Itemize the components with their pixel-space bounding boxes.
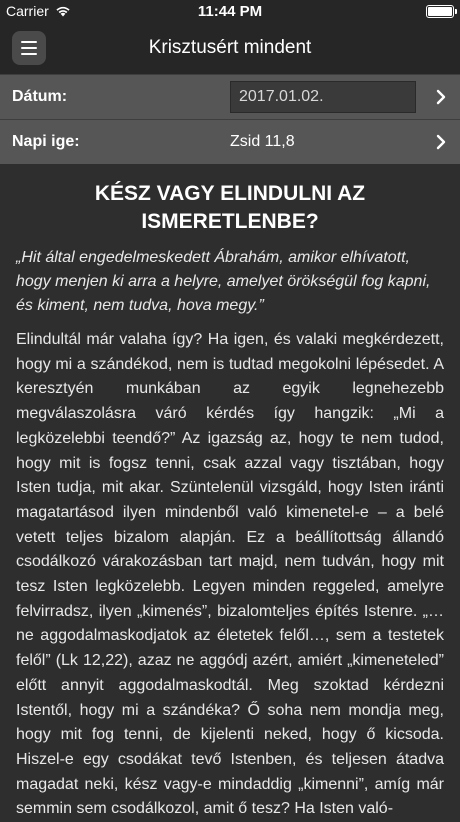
menu-button[interactable] xyxy=(12,31,46,65)
date-label: Dátum: xyxy=(12,88,68,105)
chevron-right-icon[interactable] xyxy=(436,134,446,150)
chevron-right-icon[interactable] xyxy=(436,89,446,105)
verse-row[interactable] xyxy=(0,119,460,164)
bible-quote: „Hit által engedelmeskedett Ábrahám, amikor elhívatott, hogy menjen ki arra a helyre, amelyet örökségül fog kapni, és kiment, nem tudva, hova megy.” xyxy=(16,249,431,314)
verse-reference: Zsid 11,8 xyxy=(230,133,295,150)
hamburger-line xyxy=(21,41,37,43)
carrier-label: Carrier xyxy=(6,3,49,19)
article-body: Elindultál már valaha így? Ha igen, és valaki megkérdezett, hogy mi a szándékod, nem is tudtad megokolni lépésedet. A keresztyén munkában az egyik legnehezebb megválaszolásra váró kérdés így hangzik: „Mi a legközelebbi teendő?” Az igazság az, hogy te nem tudod, hogy mit is fogsz tenni, csak azzal vagy tisztában, hogy Isten tudja, mit akar. Szüntelenül vizsgáld, hogy Isten iránti magatartásod ilyen mindenből való kimenetel-e – a belé vetett teljes bizalom alapján. Ez a beállítottság állandó csodálkozó várakozásban tart majd, nem tudván, hogy mit tesz Isten legközelebb. Legyen minden reggeled, amelyre felvirradsz, ilyen „kimenés”, bizalomteljes építés Istenre. „…ne aggodalmaskodjatok az életetek felől…, sem a testetek felől” (Lk 12,22), azaz ne aggódj azért, amiért „kimeneteled” előtt annyit aggodalmaskodtál. Meg szoktad kérdezni Istentől, hogy mi a szándéka? Ő soha nem mondja meg, hogy mit fog tenni, de kijelenti neked, hogy ő kicsoda. Hiszel-e egy csodákat tevő Istenben, és teljesen átadva magadat neki, kész vagy-e mindaddig „kimenni”, amíg már semmin sem csodálkozol, amit ő tesz? Ha Isten való- xyxy=(16,331,444,818)
battery-icon xyxy=(426,5,454,18)
date-field[interactable]: 2017.01.02. xyxy=(230,81,416,113)
navigation-bar xyxy=(0,22,460,74)
verse-label: Napi ige: xyxy=(12,133,80,150)
date-row[interactable] xyxy=(0,74,460,119)
page-title: Krisztusért mindent xyxy=(148,37,312,58)
article-content xyxy=(0,164,460,822)
status-time: 11:44 PM xyxy=(197,2,263,20)
article-title: KÉSZ VAGY ELINDULNI AZ ISMERETLENBE? xyxy=(94,182,366,233)
hamburger-line xyxy=(21,53,37,55)
hamburger-line xyxy=(21,47,37,49)
status-bar xyxy=(0,0,460,22)
